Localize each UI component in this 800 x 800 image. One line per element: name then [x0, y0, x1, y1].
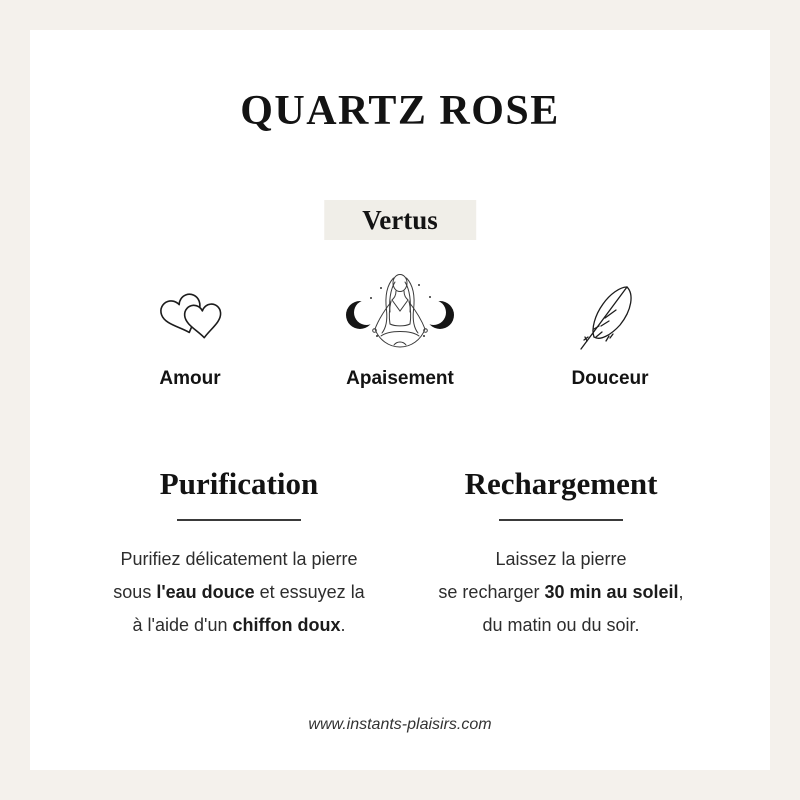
website-url: www.instants-plaisirs.com	[308, 716, 492, 733]
rechargement-text	[400, 543, 722, 642]
virtue-apaisement	[325, 270, 475, 390]
divider-line	[177, 519, 301, 521]
text-line: sous l'eau douce et essuyez la	[113, 582, 365, 602]
meditation-moons-icon	[345, 270, 455, 362]
feather-icon	[568, 270, 652, 362]
section-title-rechargement: Rechargement	[464, 466, 658, 501]
section-title-purification: Purification	[159, 466, 319, 501]
two-hearts-icon	[151, 270, 229, 362]
virtue-amour	[115, 270, 265, 390]
section-purification	[78, 466, 400, 642]
text-line: se recharger 30 min au soleil,	[438, 582, 684, 602]
virtues-row	[30, 270, 770, 390]
text-line: Purifiez délicatement la pierre	[120, 549, 358, 569]
page-title: QUARTZ ROSE	[240, 88, 560, 134]
purification-text	[78, 543, 400, 642]
virtue-label-douceur: Douceur	[571, 368, 649, 389]
virtues-badge: Vertus	[324, 200, 476, 240]
text-line: du matin ou du soir.	[482, 615, 640, 635]
virtue-label-amour: Amour	[159, 368, 221, 389]
info-card	[30, 30, 770, 770]
virtue-label-apaisement: Apaisement	[346, 368, 454, 389]
section-rechargement	[400, 466, 722, 642]
text-line: à l'aide d'un chiffon doux.	[132, 615, 346, 635]
care-sections	[30, 466, 770, 642]
virtue-douceur	[535, 270, 685, 390]
text-line: Laissez la pierre	[495, 549, 627, 569]
divider-line	[499, 519, 623, 521]
